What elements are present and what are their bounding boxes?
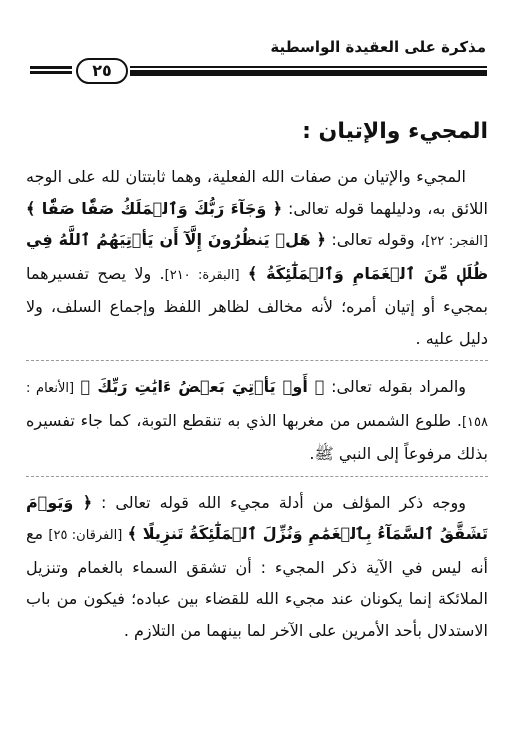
paragraph-3-text-1: ووجه ذكر المؤلف من أدلة مجيء الله قوله تعالى :: [92, 492, 466, 512]
paragraph-divider: [26, 476, 488, 477]
verse-reference: [الأنعام : ١٥٨]: [26, 381, 488, 430]
quran-verse: ﴿ هَلۡ يَنظُرُونَ إِلَّآ أَن يَأۡتِيَهُمُ ٱللَّهُ فِي ظُلَلٖ مِّنَ ٱلۡغَمَامِ وَٱلۡمَلَٰٓئِكَةُ ﴾: [26, 230, 489, 283]
header-rule-left: [30, 66, 72, 78]
paragraph-3-text-2: مع أنه ليس في الآية ذكر المجيء : أن تشقق السماء بالغمام وتنزيل الملائكة إنما يكونان عند مجيء الله للقضاء بين عباده؛ فيكون من باب الاستدلال بأحد الأمرين على الآخر لما بينهما من التلازم .: [26, 524, 488, 640]
paragraph-1-text-3: . ولا يصح تفسيرهما بمجيء أو إتيان أمره؛ لأنه مخالف لظاهر اللفظ وإجماع السلف، ولا دليل عليه .: [26, 263, 488, 348]
page-header: [0, 0, 514, 90]
header-rule-right: [130, 66, 487, 78]
verse-reference: [الفجر: ٢٢]: [425, 234, 488, 249]
quran-verse: ﴿ وَجَآءَ رَبُّكَ وَٱلۡمَلَكُ صَفّٗا صَفّٗا ﴾: [26, 198, 283, 218]
page-body: [26, 115, 488, 652]
quran-verse: ﴿ أَوۡ يَأۡتِيَ بَعۡضُ ءَايَٰتِ رَبِّكَ ﴾: [80, 377, 325, 396]
page-number: ٢٥: [76, 58, 128, 84]
paragraph-1-text-1: المجيء والإتيان من صفات الله الفعلية، وهما ثابتتان لله على الوجه اللائق به، ودليلهما قوله تعالى:: [26, 167, 489, 218]
verse-reference: [الفرقان: ٢٥]: [48, 528, 123, 543]
paragraph-3: [26, 487, 488, 647]
paragraph-2-text-2: . طلوع الشمس من مغربها الذي به تنقطع التوبة، كما جاء تفسيره بذلك مرفوعاً إلى النبي ﷺ.: [26, 410, 488, 463]
paragraph-divider: [26, 360, 488, 361]
paragraph-2: [26, 371, 488, 470]
paragraph-1-text-2: ، وقوله تعالى:: [325, 230, 426, 249]
quran-verse: ﴿ وَيَوۡمَ تَشَقَّقُ ٱلسَّمَآءُ بِٱلۡغَمَٰمِ وَنُزِّلَ ٱلۡمَلَٰٓئِكَةُ تَنزِيلًا ﴾: [26, 492, 488, 543]
running-head-title: مذكرة على العقيدة الواسطية: [270, 38, 486, 56]
paragraph-2-text-1: والمراد بقوله تعالى:: [324, 377, 466, 396]
paragraph-1: [26, 161, 488, 354]
section-heading: المجيء والإتيان :: [302, 119, 488, 144]
verse-reference: [البقرة: ٢١٠]: [164, 267, 240, 283]
